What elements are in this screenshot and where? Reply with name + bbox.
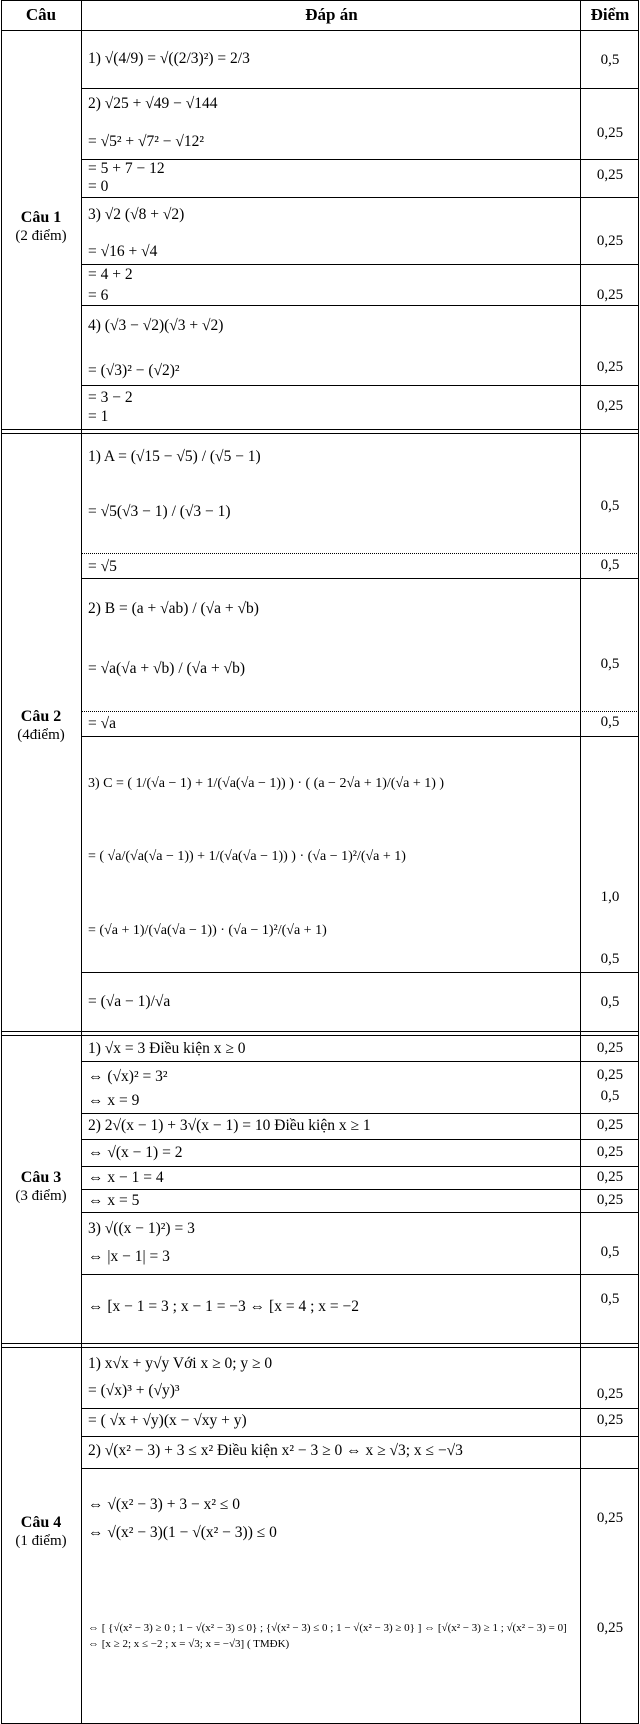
answer-line: ⇔ √(x − 1) = 2 bbox=[88, 1144, 183, 1161]
score-cell: 0,25 bbox=[596, 1144, 624, 1160]
row-divider bbox=[81, 264, 639, 265]
answer-line: 1) A = (√15 − √5) / (√5 − 1) bbox=[88, 448, 261, 465]
row-divider bbox=[81, 1061, 639, 1062]
score-cell: 0,5 bbox=[600, 951, 620, 967]
score-cell: 0,5 bbox=[600, 1291, 620, 1307]
row-divider bbox=[81, 711, 639, 712]
row-divider bbox=[81, 1436, 639, 1437]
row-divider bbox=[81, 553, 639, 554]
score-cell: 0,25 bbox=[596, 125, 624, 141]
score-cell: 0,25 bbox=[596, 398, 624, 414]
header-answer: Đáp án bbox=[305, 5, 358, 24]
answer-line: ⇔ (√x)² = 3² bbox=[88, 1068, 168, 1085]
score-cell: 0,5 bbox=[600, 1088, 620, 1104]
score-cell: 0,25 bbox=[596, 1510, 624, 1526]
answer-line: = (√x)³ + (√y)³ bbox=[88, 1382, 180, 1399]
row-divider bbox=[81, 1166, 639, 1167]
score-cell: 0,5 bbox=[600, 498, 620, 514]
answer-line: = √16 + √4 bbox=[88, 243, 158, 260]
answer-line: = (√3)² − (√2)² bbox=[88, 362, 180, 379]
score-cell: 0,25 bbox=[596, 1620, 624, 1636]
row-divider bbox=[81, 972, 639, 973]
header-score: Điểm bbox=[590, 5, 630, 24]
section-divider bbox=[1, 429, 639, 430]
section-label-cau-1: Câu 1 (2 điểm) bbox=[15, 209, 67, 244]
score-cell: 0,25 bbox=[596, 167, 624, 183]
answer-line: ⇔ x = 5 bbox=[88, 1192, 140, 1209]
row-divider bbox=[81, 159, 639, 160]
score-cell: 0,25 bbox=[596, 1192, 624, 1208]
answer-line: 3) C = ( 1/(√a − 1) + 1/(√a(√a − 1)) ) · ( (a − 2√a + 1)/(√a + 1) ) bbox=[88, 776, 445, 791]
answer-line: 1) √(4/9) = √((2/3)²) = 2/3 bbox=[88, 50, 250, 67]
answer-line: = √5² + √7² − √12² bbox=[88, 133, 205, 150]
score-cell: 0,5 bbox=[600, 1244, 620, 1260]
answer-line: = 0 bbox=[88, 178, 109, 195]
score-cell: 0,25 bbox=[596, 287, 624, 303]
section-divider bbox=[1, 1347, 639, 1348]
row-divider bbox=[81, 1139, 639, 1140]
table-border-left bbox=[1, 0, 2, 1724]
score-cell: 0,5 bbox=[600, 994, 620, 1010]
answer-line: = (√a + 1)/(√a(√a − 1)) · (√a − 1)²/(√a + 1) bbox=[88, 923, 327, 938]
section-label-cau-2: Câu 2 (4điểm) bbox=[17, 708, 65, 743]
section-label-cau-4: Câu 4 (1 điểm) bbox=[15, 1514, 67, 1549]
answer-line: = ( √x + √y)(x − √xy + y) bbox=[88, 1412, 247, 1429]
answer-line: 1) x√x + y√y Với x ≥ 0; y ≥ 0 bbox=[88, 1355, 273, 1372]
score-cell: 0,25 bbox=[596, 1412, 624, 1428]
score-cell: 0,5 bbox=[600, 714, 620, 730]
column-divider bbox=[81, 0, 82, 1724]
answer-line: ⇔ x = 9 bbox=[88, 1092, 140, 1109]
answer-line: = 1 bbox=[88, 408, 109, 425]
section-divider bbox=[1, 1031, 639, 1032]
column-divider bbox=[580, 0, 581, 1724]
answer-line: 2) B = (a + √ab) / (√a + √b) bbox=[88, 600, 259, 617]
answer-line: = (√a − 1)/√a bbox=[88, 993, 171, 1010]
score-cell: 0,25 bbox=[596, 359, 624, 375]
row-divider bbox=[81, 1468, 639, 1469]
score-cell: 0,25 bbox=[596, 1117, 624, 1133]
row-divider bbox=[81, 1113, 639, 1114]
answer-line: = √5 bbox=[88, 558, 117, 575]
score-cell: 0,5 bbox=[600, 52, 620, 68]
table-border-right bbox=[638, 0, 639, 1724]
answer-line: ⇔ [x − 1 = 3 ; x − 1 = −3 ⇔ [x = 4 ; x = −2 bbox=[88, 1298, 359, 1315]
answer-line: ⇔ [ {√(x² − 3) ≥ 0 ; 1 − √(x² − 3) ≤ 0} ; {√(x² − 3) ≤ 0 ; 1 − √(x² − 3) ≥ 0} ] ⇔ [√(x² − 3) ≥ 1 ; √(x² − 3) = 0] ⇔ [x ≥ 2; x ≤ −2 ; x = √3; x = −√3] ( TMĐK) bbox=[88, 1622, 567, 1650]
row-divider bbox=[81, 736, 639, 737]
answer-line: = √5(√3 − 1) / (√3 − 1) bbox=[88, 503, 231, 520]
header-question: Câu bbox=[25, 5, 57, 24]
row-divider bbox=[81, 578, 639, 579]
score-cell: 0,25 bbox=[596, 1040, 624, 1056]
answer-line: = ( √a/(√a(√a − 1)) + 1/(√a(√a − 1)) ) · (√a − 1)²/(√a + 1) bbox=[88, 849, 406, 864]
score-cell: 0,5 bbox=[600, 656, 620, 672]
answer-line: = √a bbox=[88, 715, 117, 732]
answer-line: ⇔ x − 1 = 4 bbox=[88, 1169, 164, 1186]
score-cell: 0,25 bbox=[596, 1386, 624, 1402]
section-label-cau-3: Câu 3 (3 điểm) bbox=[15, 1169, 67, 1204]
answer-line: 3) √2 (√8 + √2) bbox=[88, 206, 185, 223]
section-divider bbox=[1, 1343, 639, 1344]
score-cell: 0,25 bbox=[596, 1067, 624, 1083]
answer-line: = √a(√a + √b) / (√a + √b) bbox=[88, 660, 245, 677]
answer-line: = 4 + 2 bbox=[88, 266, 133, 283]
answer-line: 2) √25 + √49 − √144 bbox=[88, 95, 218, 112]
score-cell: 0,25 bbox=[596, 233, 624, 249]
score-cell: 0,5 bbox=[600, 557, 620, 573]
row-divider bbox=[81, 1408, 639, 1409]
answer-line: = 6 bbox=[88, 287, 109, 304]
row-divider bbox=[81, 88, 639, 89]
answer-line: 2) 2√(x − 1) + 3√(x − 1) = 10 Điều kiện x ≥ 1 bbox=[88, 1117, 371, 1134]
table-border-top bbox=[1, 0, 639, 1]
answer-line: ⇔ √(x² − 3)(1 − √(x² − 3)) ≤ 0 bbox=[88, 1524, 277, 1541]
row-divider bbox=[81, 197, 639, 198]
row-divider bbox=[81, 1212, 639, 1213]
score-cell: 1,0 bbox=[600, 889, 620, 905]
answer-line: = 3 − 2 bbox=[88, 389, 133, 406]
score-cell: 0,25 bbox=[596, 1169, 624, 1185]
answer-line: = 5 + 7 − 12 bbox=[88, 160, 165, 177]
row-divider bbox=[81, 1189, 639, 1190]
answer-line: 1) √x = 3 Điều kiện x ≥ 0 bbox=[88, 1040, 246, 1057]
answer-line: 4) (√3 − √2)(√3 + √2) bbox=[88, 317, 224, 334]
answer-line: 2) √(x² − 3) + 3 ≤ x² Điều kiện x² − 3 ≥ 0 ⇔ x ≥ √3; x ≤ −√3 bbox=[88, 1442, 463, 1459]
header-divider bbox=[1, 30, 639, 31]
answer-line: ⇔ √(x² − 3) + 3 − x² ≤ 0 bbox=[88, 1496, 240, 1513]
row-divider bbox=[81, 385, 639, 386]
answer-line: 3) √((x − 1)²) = 3 bbox=[88, 1220, 195, 1237]
section-divider bbox=[1, 1035, 639, 1036]
row-divider bbox=[81, 305, 639, 306]
section-divider bbox=[1, 433, 639, 434]
answer-line: ⇔ |x − 1| = 3 bbox=[88, 1248, 170, 1265]
row-divider bbox=[81, 1274, 639, 1275]
